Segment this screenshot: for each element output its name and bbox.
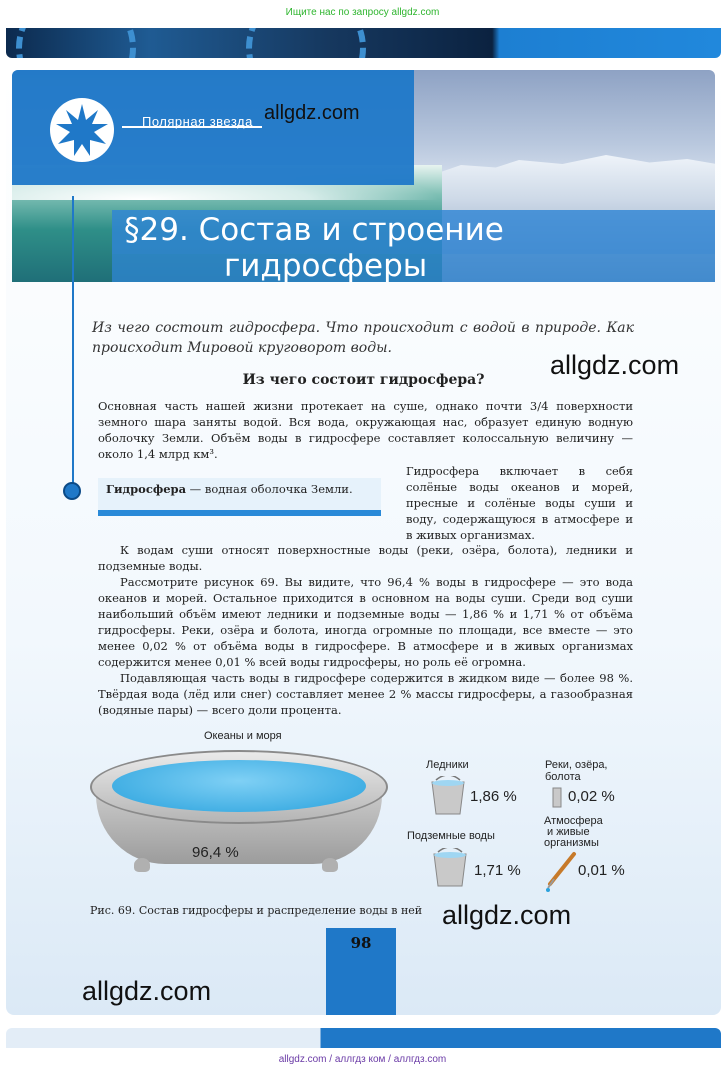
previous-page-strip: [6, 28, 721, 58]
glaciers-label: Ледники: [426, 759, 469, 771]
margin-line: [72, 196, 74, 492]
chapter-title-line2: гидросферы: [224, 248, 428, 282]
watermark: allgdz.com: [82, 976, 212, 1006]
chapter-title-line1: §29. Состав и строение: [124, 212, 504, 248]
section-heading: Из чего состоит гидросфера?: [242, 372, 485, 388]
paragraph: Основная часть нашей жизни протекает на суше, однако почти 3/4 поверхности земного шара заняты водой. Вся вода, окружающая нас, образует единую водную оболочку Земли. Объём воды в гидросфере составляет колоссальную величину — около 1,4 млрд км³.: [98, 399, 633, 461]
bottom-links[interactable]: allgdz.com / аллгдз ком / аллгдз.com: [278, 1054, 447, 1065]
series-label: Полярная звезда: [142, 114, 253, 129]
intro-questions: Из чего состоит гидросфера. Что происходит с водой в природе. Как происходит Мировой круговорот воды.: [92, 320, 634, 356]
page-number: 98: [350, 934, 372, 952]
margin-dot: [63, 482, 81, 500]
watermark: allgdz.com: [264, 102, 360, 124]
rivers-label-2: болота: [545, 771, 581, 783]
paragraph: Подавляющая часть воды в гидросфере содержится в жидком виде — более 98 %. Твёрдая вода (лёд или снег) составляет менее 2 % массы гидросферы, а газообразная (водяные пары) — всего доли процента.: [98, 671, 633, 717]
oceans-value: 96,4 %: [192, 844, 239, 861]
chapter-title: [112, 210, 715, 282]
paragraph: Рассмотрите рисунок 69. Вы видите, что 96,4 % воды в гидросфере — это вода океанов и морей. Остальное приходится в основном на воды суши. Среди вод суши наибольший объём имеют ледники и подземные воды — 1,86 % и 1,71 % от объёма гидросферы. Реки, озёра и болота, иногда огромные по площади, все вместе — это менее 0,02 % от объёма воды в гидросфере. В атмосфере и в живых организмах содержится менее 0,01 % всей воды гидросферы, но роль её огромна.: [98, 575, 633, 669]
definition: [106, 482, 353, 496]
paragraph-group: [98, 542, 633, 718]
atmosphere-label-2: и живые: [547, 826, 590, 838]
page-header-banner: [12, 70, 715, 282]
glaciers-value: 1,86 %: [470, 788, 517, 805]
paragraph: Гидросфера включает в себя солёные воды океанов и морей, пресные и солёные воды суши и воду, содержащуюся в атмосфере и в живых организмах.: [406, 464, 633, 542]
globe-ring-decoration: [16, 28, 136, 58]
atmosphere-value: 0,01 %: [578, 862, 625, 879]
ground-label: Подземные воды: [407, 830, 495, 842]
bucket-icon: [430, 776, 466, 816]
bath-water: [112, 760, 366, 812]
figure-caption: Рис. 69. Состав гидросферы и распределение воды в ней: [90, 904, 423, 917]
top-link[interactable]: Ищите нас по запросу allgdz.com: [285, 7, 440, 18]
definition-term: Гидросфера: [106, 482, 187, 496]
watermark: allgdz.com: [550, 350, 680, 380]
atmosphere-label-3: организмы: [544, 837, 599, 849]
bathtub-illustration: [90, 750, 388, 870]
atmosphere-label-1: Атмосфера: [544, 815, 603, 827]
globe-ring-decoration: [246, 28, 366, 58]
rivers-value: 0,02 %: [568, 788, 615, 805]
definition-text: — водная оболочка Земли.: [186, 482, 353, 496]
polar-star-icon: [50, 98, 114, 162]
oceans-label: Океаны и моря: [204, 730, 282, 742]
rivers-label-1: Реки, озёра,: [545, 759, 608, 771]
next-page-strip: [6, 1028, 721, 1048]
watermark: allgdz.com: [442, 900, 572, 930]
bucket-icon: [432, 848, 468, 888]
small-glass-icon: [552, 786, 562, 808]
paragraph: К водам суши относят поверхностные воды (реки, озёра, болота), ледники и подземные воды.: [98, 543, 633, 573]
textbook-page: [6, 70, 721, 1015]
pipette-icon: [544, 850, 578, 892]
ground-value: 1,71 %: [474, 862, 521, 879]
